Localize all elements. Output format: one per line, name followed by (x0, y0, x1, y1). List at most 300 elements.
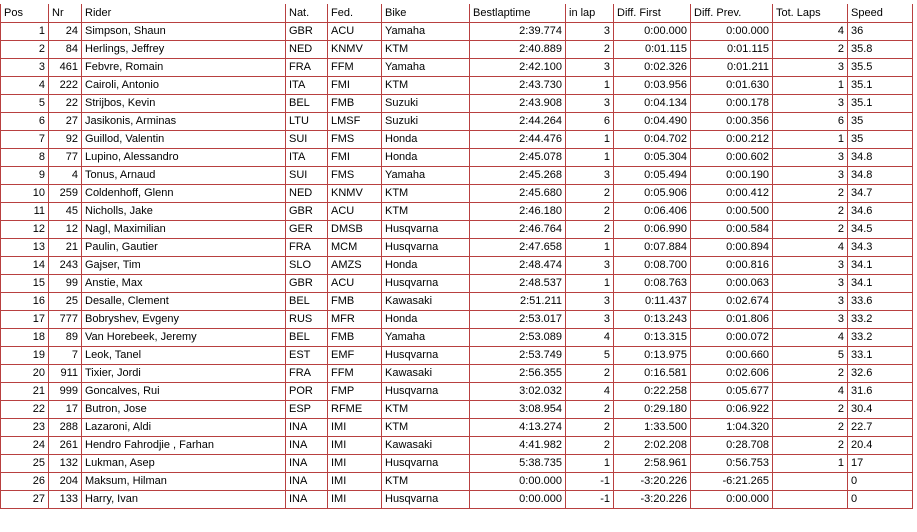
fed-cell: FMB (328, 95, 382, 113)
nat-cell: SLO (286, 257, 328, 275)
nr-cell: 133 (49, 491, 82, 509)
in-lap-cell: 1 (566, 131, 614, 149)
column-header-nr: Nr (49, 4, 82, 23)
column-header-diff-prev: Diff. Prev. (691, 4, 773, 23)
fed-cell: FMP (328, 383, 382, 401)
rider-cell: Desalle, Clement (82, 293, 286, 311)
bestlaptime-cell: 2:44.264 (470, 113, 566, 131)
bestlaptime-cell: 2:48.537 (470, 275, 566, 293)
tot-laps-cell: 4 (773, 23, 848, 41)
table-row (1, 329, 913, 347)
nat-cell: FRA (286, 239, 328, 257)
table-row (1, 77, 913, 95)
in-lap-cell: 1 (566, 455, 614, 473)
header-row (1, 4, 913, 23)
pos-cell: 15 (1, 275, 49, 293)
tot-laps-cell: 3 (773, 275, 848, 293)
diff-prev-cell: 0:02.606 (691, 365, 773, 383)
bestlaptime-cell: 2:45.680 (470, 185, 566, 203)
in-lap-cell: 2 (566, 365, 614, 383)
nr-cell: 45 (49, 203, 82, 221)
in-lap-cell: 6 (566, 113, 614, 131)
nr-cell: 999 (49, 383, 82, 401)
diff-first-cell: 0:01.115 (614, 41, 691, 59)
in-lap-cell: 2 (566, 203, 614, 221)
pos-cell: 18 (1, 329, 49, 347)
bike-cell: Yamaha (382, 167, 470, 185)
tot-laps-cell: 3 (773, 167, 848, 185)
diff-prev-cell: 0:00.000 (691, 491, 773, 509)
bestlaptime-cell: 2:43.730 (470, 77, 566, 95)
rider-cell: Van Horebeek, Jeremy (82, 329, 286, 347)
bestlaptime-cell: 2:46.764 (470, 221, 566, 239)
table-row (1, 185, 913, 203)
diff-prev-cell: 0:01.630 (691, 77, 773, 95)
diff-prev-cell: 0:01.115 (691, 41, 773, 59)
speed-cell: 30.4 (848, 401, 913, 419)
bestlaptime-cell: 2:53.089 (470, 329, 566, 347)
fed-cell: ACU (328, 23, 382, 41)
nat-cell: BEL (286, 329, 328, 347)
fed-cell: RFME (328, 401, 382, 419)
column-header-bestlaptime: Bestlaptime (470, 4, 566, 23)
nat-cell: ITA (286, 149, 328, 167)
nat-cell: ESP (286, 401, 328, 419)
speed-cell: 34.8 (848, 167, 913, 185)
in-lap-cell: 3 (566, 23, 614, 41)
bike-cell: Kawasaki (382, 293, 470, 311)
in-lap-cell: 3 (566, 293, 614, 311)
nat-cell: GBR (286, 275, 328, 293)
diff-prev-cell: 0:28.708 (691, 437, 773, 455)
rider-cell: Cairoli, Antonio (82, 77, 286, 95)
rider-cell: Coldenhoff, Glenn (82, 185, 286, 203)
rider-cell: Leok, Tanel (82, 347, 286, 365)
fed-cell: FFM (328, 59, 382, 77)
table-row (1, 365, 913, 383)
nat-cell: SUI (286, 167, 328, 185)
bike-cell: KTM (382, 185, 470, 203)
nr-cell: 4 (49, 167, 82, 185)
table-row (1, 437, 913, 455)
in-lap-cell: 1 (566, 275, 614, 293)
rider-cell: Gajser, Tim (82, 257, 286, 275)
pos-cell: 26 (1, 473, 49, 491)
fed-cell: AMZS (328, 257, 382, 275)
table-row (1, 401, 913, 419)
table-row (1, 41, 913, 59)
bike-cell: Honda (382, 257, 470, 275)
rider-cell: Guillod, Valentin (82, 131, 286, 149)
speed-cell: 35 (848, 113, 913, 131)
bestlaptime-cell: 2:45.268 (470, 167, 566, 185)
pos-cell: 13 (1, 239, 49, 257)
bike-cell: Honda (382, 149, 470, 167)
pos-cell: 22 (1, 401, 49, 419)
fed-cell: KNMV (328, 185, 382, 203)
in-lap-cell: 3 (566, 257, 614, 275)
nat-cell: NED (286, 41, 328, 59)
nat-cell: INA (286, 491, 328, 509)
fed-cell: LMSF (328, 113, 382, 131)
bike-cell: Yamaha (382, 59, 470, 77)
speed-cell: 34.1 (848, 275, 913, 293)
nat-cell: EST (286, 347, 328, 365)
tot-laps-cell: 2 (773, 401, 848, 419)
rider-cell: Lazaroni, Aldi (82, 419, 286, 437)
rider-cell: Hendro Fahrodjie , Farhan (82, 437, 286, 455)
tot-laps-cell: 2 (773, 41, 848, 59)
bestlaptime-cell: 2:42.100 (470, 59, 566, 77)
speed-cell: 34.5 (848, 221, 913, 239)
table-row (1, 203, 913, 221)
diff-prev-cell: 0:00.584 (691, 221, 773, 239)
bestlaptime-cell: 4:41.982 (470, 437, 566, 455)
diff-prev-cell: 0:00.178 (691, 95, 773, 113)
fed-cell: ACU (328, 275, 382, 293)
diff-first-cell: 0:13.243 (614, 311, 691, 329)
diff-first-cell: 0:13.975 (614, 347, 691, 365)
diff-prev-cell: 0:06.922 (691, 401, 773, 419)
nr-cell: 222 (49, 77, 82, 95)
tot-laps-cell: 4 (773, 239, 848, 257)
column-header-tot-laps: Tot. Laps (773, 4, 848, 23)
bestlaptime-cell: 2:53.017 (470, 311, 566, 329)
speed-cell: 35.8 (848, 41, 913, 59)
in-lap-cell: 2 (566, 419, 614, 437)
nat-cell: GBR (286, 23, 328, 41)
tot-laps-cell: 5 (773, 347, 848, 365)
rider-cell: Maksum, Hilman (82, 473, 286, 491)
diff-first-cell: 0:04.134 (614, 95, 691, 113)
rider-cell: Paulin, Gautier (82, 239, 286, 257)
nr-cell: 77 (49, 149, 82, 167)
nat-cell: LTU (286, 113, 328, 131)
diff-prev-cell: 0:00.190 (691, 167, 773, 185)
in-lap-cell: 5 (566, 347, 614, 365)
pos-cell: 3 (1, 59, 49, 77)
nat-cell: ITA (286, 77, 328, 95)
nat-cell: BEL (286, 293, 328, 311)
table-row (1, 455, 913, 473)
diff-first-cell: 2:02.208 (614, 437, 691, 455)
diff-prev-cell: 0:00.212 (691, 131, 773, 149)
tot-laps-cell: 2 (773, 221, 848, 239)
speed-cell: 17 (848, 455, 913, 473)
in-lap-cell: 3 (566, 167, 614, 185)
diff-first-cell: 0:04.702 (614, 131, 691, 149)
bestlaptime-cell: 2:56.355 (470, 365, 566, 383)
fed-cell: IMI (328, 473, 382, 491)
nr-cell: 12 (49, 221, 82, 239)
fed-cell: MFR (328, 311, 382, 329)
diff-first-cell: -3:20.226 (614, 491, 691, 509)
bestlaptime-cell: 2:51.211 (470, 293, 566, 311)
bike-cell: Husqvarna (382, 347, 470, 365)
diff-first-cell: 0:06.406 (614, 203, 691, 221)
speed-cell: 34.1 (848, 257, 913, 275)
tot-laps-cell (773, 473, 848, 491)
fed-cell: IMI (328, 491, 382, 509)
diff-prev-cell: 0:00.602 (691, 149, 773, 167)
table-row (1, 221, 913, 239)
in-lap-cell: 3 (566, 311, 614, 329)
pos-cell: 4 (1, 77, 49, 95)
tot-laps-cell (773, 491, 848, 509)
bestlaptime-cell: 0:00.000 (470, 473, 566, 491)
diff-prev-cell: 0:00.072 (691, 329, 773, 347)
tot-laps-cell: 3 (773, 311, 848, 329)
diff-first-cell: 0:04.490 (614, 113, 691, 131)
pos-cell: 1 (1, 23, 49, 41)
diff-first-cell: 0:22.258 (614, 383, 691, 401)
nr-cell: 21 (49, 239, 82, 257)
tot-laps-cell: 2 (773, 437, 848, 455)
in-lap-cell: 1 (566, 77, 614, 95)
nat-cell: FRA (286, 365, 328, 383)
pos-cell: 2 (1, 41, 49, 59)
speed-cell: 33.2 (848, 329, 913, 347)
tot-laps-cell: 4 (773, 329, 848, 347)
tot-laps-cell: 1 (773, 131, 848, 149)
rider-cell: Tixier, Jordi (82, 365, 286, 383)
rider-cell: Goncalves, Rui (82, 383, 286, 401)
diff-prev-cell: 0:00.356 (691, 113, 773, 131)
column-header-bike: Bike (382, 4, 470, 23)
table-row (1, 95, 913, 113)
tot-laps-cell: 2 (773, 185, 848, 203)
diff-first-cell: 2:58.961 (614, 455, 691, 473)
diff-prev-cell: 0:00.000 (691, 23, 773, 41)
in-lap-cell: 3 (566, 95, 614, 113)
tot-laps-cell: 4 (773, 383, 848, 401)
nr-cell: 911 (49, 365, 82, 383)
fed-cell: FFM (328, 365, 382, 383)
results-body (1, 23, 913, 509)
column-header-nat: Nat. (286, 4, 328, 23)
bike-cell: Yamaha (382, 329, 470, 347)
table-row (1, 113, 913, 131)
bike-cell: Husqvarna (382, 221, 470, 239)
pos-cell: 6 (1, 113, 49, 131)
bike-cell: Suzuki (382, 113, 470, 131)
pos-cell: 8 (1, 149, 49, 167)
rider-cell: Strijbos, Kevin (82, 95, 286, 113)
table-row (1, 347, 913, 365)
rider-cell: Lukman, Asep (82, 455, 286, 473)
column-header-fed: Fed. (328, 4, 382, 23)
diff-first-cell: -3:20.226 (614, 473, 691, 491)
speed-cell: 36 (848, 23, 913, 41)
column-header-diff-first: Diff. First (614, 4, 691, 23)
bike-cell: KTM (382, 203, 470, 221)
nr-cell: 461 (49, 59, 82, 77)
nat-cell: INA (286, 455, 328, 473)
tot-laps-cell: 1 (773, 455, 848, 473)
nat-cell: SUI (286, 131, 328, 149)
nat-cell: FRA (286, 59, 328, 77)
fed-cell: IMI (328, 455, 382, 473)
bike-cell: Husqvarna (382, 239, 470, 257)
nat-cell: INA (286, 419, 328, 437)
bestlaptime-cell: 2:43.908 (470, 95, 566, 113)
speed-cell: 35.1 (848, 95, 913, 113)
bike-cell: KTM (382, 401, 470, 419)
bike-cell: KTM (382, 41, 470, 59)
tot-laps-cell: 2 (773, 419, 848, 437)
bestlaptime-cell: 2:53.749 (470, 347, 566, 365)
in-lap-cell: 2 (566, 437, 614, 455)
tot-laps-cell: 3 (773, 293, 848, 311)
column-header-in-lap: in lap (566, 4, 614, 23)
in-lap-cell: 2 (566, 221, 614, 239)
diff-first-cell: 0:07.884 (614, 239, 691, 257)
diff-first-cell: 0:13.315 (614, 329, 691, 347)
in-lap-cell: 4 (566, 329, 614, 347)
rider-cell: Jasikonis, Arminas (82, 113, 286, 131)
diff-first-cell: 0:05.494 (614, 167, 691, 185)
table-row (1, 23, 913, 41)
bestlaptime-cell: 5:38.735 (470, 455, 566, 473)
pos-cell: 12 (1, 221, 49, 239)
nat-cell: GBR (286, 203, 328, 221)
in-lap-cell: 4 (566, 383, 614, 401)
rider-cell: Herlings, Jeffrey (82, 41, 286, 59)
nat-cell: GER (286, 221, 328, 239)
rider-cell: Lupino, Alessandro (82, 149, 286, 167)
nr-cell: 132 (49, 455, 82, 473)
diff-prev-cell: 0:00.063 (691, 275, 773, 293)
diff-first-cell: 0:08.763 (614, 275, 691, 293)
pos-cell: 25 (1, 455, 49, 473)
diff-first-cell: 0:02.326 (614, 59, 691, 77)
rider-cell: Tonus, Arnaud (82, 167, 286, 185)
rider-cell: Harry, Ivan (82, 491, 286, 509)
nr-cell: 243 (49, 257, 82, 275)
in-lap-cell: 1 (566, 149, 614, 167)
table-row (1, 293, 913, 311)
pos-cell: 24 (1, 437, 49, 455)
diff-first-cell: 0:29.180 (614, 401, 691, 419)
rider-cell: Nagl, Maximilian (82, 221, 286, 239)
rider-cell: Butron, Jose (82, 401, 286, 419)
bestlaptime-cell: 0:00.000 (470, 491, 566, 509)
pos-cell: 27 (1, 491, 49, 509)
bike-cell: KTM (382, 77, 470, 95)
speed-cell: 0 (848, 491, 913, 509)
pos-cell: 14 (1, 257, 49, 275)
fed-cell: FMS (328, 131, 382, 149)
fed-cell: FMS (328, 167, 382, 185)
speed-cell: 31.6 (848, 383, 913, 401)
pos-cell: 20 (1, 365, 49, 383)
rider-cell: Febvre, Romain (82, 59, 286, 77)
rider-cell: Bobryshev, Evgeny (82, 311, 286, 329)
table-row (1, 239, 913, 257)
nr-cell: 259 (49, 185, 82, 203)
diff-prev-cell: -6:21.265 (691, 473, 773, 491)
speed-cell: 35.1 (848, 77, 913, 95)
table-row (1, 131, 913, 149)
table-row (1, 257, 913, 275)
nr-cell: 288 (49, 419, 82, 437)
speed-cell: 33.1 (848, 347, 913, 365)
tot-laps-cell: 3 (773, 149, 848, 167)
bestlaptime-cell: 3:08.954 (470, 401, 566, 419)
diff-prev-cell: 0:56.753 (691, 455, 773, 473)
in-lap-cell: 1 (566, 239, 614, 257)
pos-cell: 5 (1, 95, 49, 113)
diff-prev-cell: 0:05.677 (691, 383, 773, 401)
nr-cell: 24 (49, 23, 82, 41)
pos-cell: 21 (1, 383, 49, 401)
table-row (1, 275, 913, 293)
speed-cell: 0 (848, 473, 913, 491)
bike-cell: Suzuki (382, 95, 470, 113)
diff-prev-cell: 0:00.500 (691, 203, 773, 221)
in-lap-cell: 2 (566, 41, 614, 59)
speed-cell: 35.5 (848, 59, 913, 77)
table-row (1, 311, 913, 329)
tot-laps-cell: 2 (773, 365, 848, 383)
bestlaptime-cell: 4:13.274 (470, 419, 566, 437)
speed-cell: 33.2 (848, 311, 913, 329)
pos-cell: 16 (1, 293, 49, 311)
table-row (1, 383, 913, 401)
table-row (1, 491, 913, 509)
fed-cell: FMI (328, 149, 382, 167)
pos-cell: 11 (1, 203, 49, 221)
speed-cell: 32.6 (848, 365, 913, 383)
nr-cell: 99 (49, 275, 82, 293)
fed-cell: IMI (328, 419, 382, 437)
bike-cell: Kawasaki (382, 437, 470, 455)
fed-cell: FMI (328, 77, 382, 95)
speed-cell: 34.6 (848, 203, 913, 221)
bike-cell: Honda (382, 131, 470, 149)
nr-cell: 17 (49, 401, 82, 419)
nr-cell: 261 (49, 437, 82, 455)
speed-cell: 34.7 (848, 185, 913, 203)
nat-cell: POR (286, 383, 328, 401)
bestlaptime-cell: 2:39.774 (470, 23, 566, 41)
fed-cell: KNMV (328, 41, 382, 59)
rider-cell: Anstie, Max (82, 275, 286, 293)
diff-first-cell: 1:33.500 (614, 419, 691, 437)
column-header-pos: Pos (1, 4, 49, 23)
bestlaptime-cell: 3:02.032 (470, 383, 566, 401)
fed-cell: MCM (328, 239, 382, 257)
table-row (1, 473, 913, 491)
nr-cell: 777 (49, 311, 82, 329)
nr-cell: 7 (49, 347, 82, 365)
bike-cell: Kawasaki (382, 365, 470, 383)
diff-prev-cell: 0:00.816 (691, 257, 773, 275)
tot-laps-cell: 3 (773, 59, 848, 77)
diff-prev-cell: 0:00.894 (691, 239, 773, 257)
pos-cell: 10 (1, 185, 49, 203)
nr-cell: 22 (49, 95, 82, 113)
fed-cell: EMF (328, 347, 382, 365)
fed-cell: FMB (328, 293, 382, 311)
diff-first-cell: 0:16.581 (614, 365, 691, 383)
nat-cell: BEL (286, 95, 328, 113)
bestlaptime-cell: 2:45.078 (470, 149, 566, 167)
pos-cell: 23 (1, 419, 49, 437)
diff-first-cell: 0:05.906 (614, 185, 691, 203)
tot-laps-cell: 1 (773, 77, 848, 95)
bike-cell: Yamaha (382, 23, 470, 41)
